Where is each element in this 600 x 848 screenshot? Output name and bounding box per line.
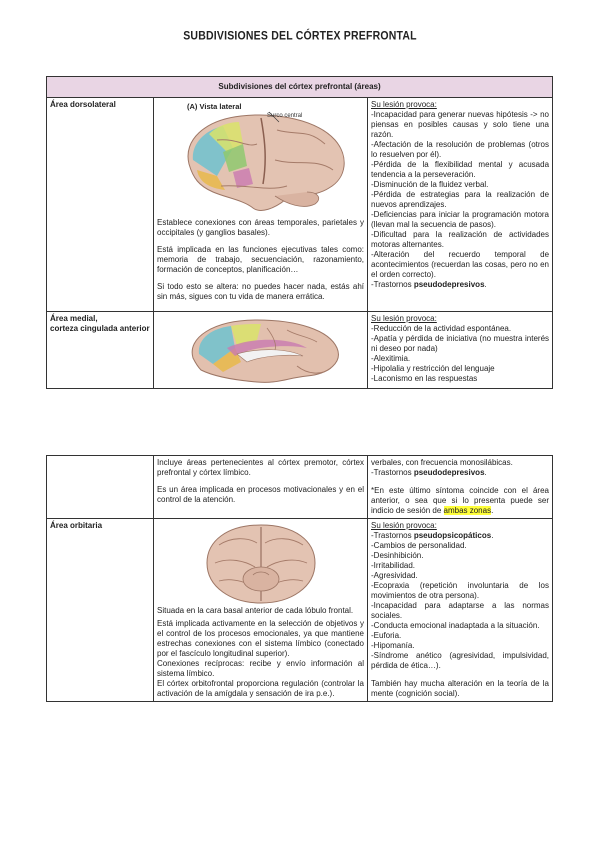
table-row-orbital [47, 519, 553, 702]
lesion-item: -Dificultad para la realización de actividades motoras alternantes. [371, 230, 550, 249]
ventral-brain-figure [157, 521, 364, 606]
table-row-medial-bottom [47, 456, 553, 519]
lesion-item: -Hipomanía. [371, 641, 415, 650]
lesion-text: -Trastornos [371, 280, 414, 289]
area-cell [47, 98, 154, 312]
lesion-item: -Agresividad. [371, 571, 418, 580]
lesion-extra: También hay mucha alteración en la teoría de la mente (cognición social). [371, 679, 549, 698]
description-paragraph: Conexiones recíprocas: recibe y envío información al sistema límbico. [157, 659, 364, 678]
lesion-bold-term: pseudopsicopáticos [413, 531, 492, 540]
description-paragraph: Si todo esto se altera: no puedes hacer nada, estás ahí sin más, sigues con tu vida de manera errática. [157, 282, 364, 301]
lesion-item-last [371, 468, 549, 478]
area-name-orbital: Área orbitaria [50, 521, 103, 530]
figure-cell [154, 312, 368, 389]
lesion-item: -Laconismo en las respuestas [371, 374, 478, 383]
description-paragraph: El córtex orbitofrontal proporciona regulación (controlar la activación de la amígdala y sensación de ira p.e.). [157, 679, 364, 698]
prefrontal-table-part-1 [46, 76, 553, 389]
lesion-item-last [371, 280, 549, 290]
lesion-item: -Alexitimia. [371, 354, 411, 363]
lesion-item: -Desinhibición. [371, 551, 424, 560]
lesion-item: -Reducción de la actividad espontánea. [371, 324, 512, 333]
medial-brain-figure [157, 314, 364, 386]
lesion-item: -Incapacidad para adaptarse a las normas sociales. [371, 601, 549, 620]
lesion-text: -Trastornos [371, 531, 414, 540]
lesion-cell [368, 456, 553, 519]
note-end: . [491, 506, 494, 515]
description-paragraph: Está implicada en las funciones ejecutivas tales como: memoria de trabajo, secuenciación, razonamiento, formación de conceptos, planificación… [157, 245, 364, 274]
note-highlight: ambas zonas [443, 506, 492, 515]
table-row-dorsolateral [47, 98, 553, 312]
lesion-item: -Ecopraxia (repetición involuntaria de los movimientos de otra persona). [371, 581, 549, 600]
lesion-item: -Disminución de la fluidez verbal. [371, 180, 489, 189]
lesion-bold-term: pseudodepresivos [413, 468, 485, 477]
lateral-brain-illustration [157, 100, 365, 218]
prefrontal-table-part-2 [46, 455, 553, 702]
lesion-item: -Pérdida de la flexibilidad mental y acusada tendencia a la perseveración. [371, 160, 550, 179]
lesion-heading: Su lesión provoca: [371, 314, 437, 323]
lesion-item: -Alteración del recuerdo temporal de acontecimientos (recuerdan las cosas, pero no en el orden correcto). [371, 250, 550, 279]
description-cell [154, 456, 368, 519]
description-paragraph: Está implicada activamente en la selección de objetivos y el control de los procesos emocionales, ya que mantiene estrechas conexiones con el sistema límbico (conectado por el fascículo longitudinal superior). [157, 619, 364, 658]
lesion-item: -Deficiencias para iniciar la programación motora (llevan mal la secuencia de pasos). [371, 210, 550, 229]
lesion-end: . [491, 531, 494, 540]
description-paragraph: Incluye áreas pertenecientes al córtex premotor, córtex prefrontal y córtex límbico. [157, 458, 364, 477]
lateral-brain-figure [157, 100, 364, 218]
area-cell-empty [47, 456, 154, 519]
document-title: SUBDIVISIONES DEL CÓRTEX PREFRONTAL [183, 29, 417, 43]
lesion-cell [368, 98, 553, 312]
lesion-heading: Su lesión provoca: [371, 100, 437, 109]
description-paragraph: Establece conexiones con áreas temporales, parietales y occipitales (y ganglios basales). [157, 218, 364, 237]
table-row-medial-top [47, 312, 553, 389]
lesion-heading: Su lesión provoca: [371, 521, 437, 530]
figure-callout: Surco central [267, 113, 303, 119]
area-name-medial-rest: corteza cingulada anterior [50, 324, 150, 333]
medial-brain-illustration [157, 314, 365, 386]
lesion-item: -Euforia. [371, 631, 402, 640]
lesion-item: -Pérdida de estrategias para la realización de nuevos aprendizajes. [371, 190, 550, 209]
description-paragraph: Situada en la cara basal anterior de cada lóbulo frontal. [157, 606, 354, 615]
area-cell [47, 519, 154, 702]
lesion-item: -Conducta emocional inadaptada a la situación. [371, 621, 540, 630]
lesion-item: -Hipolalia y restricción del lenguaje [371, 364, 495, 373]
lesion-note [371, 486, 549, 516]
area-name-dorsolateral: Área dorsolateral [50, 100, 116, 109]
lesion-item: -Apatía y pérdida de iniciativa (no muestra interés ni deseo por nada) [371, 334, 550, 353]
lesion-cell [368, 312, 553, 389]
lesion-item: -Afectación de la resolución de problemas (otros lo resuelven por él). [371, 140, 550, 159]
lesion-item: -Incapacidad para generar nuevas hipótesis -> no piensas en posibles causas y solo tiene una razón. [371, 110, 550, 139]
note-text: *En este último síntoma coincide con el área anterior, o sea que si lo presenta puede ser indicio de sesión de [371, 486, 549, 515]
figure-label: (A) Vista lateral [187, 102, 242, 111]
description-cell [154, 98, 368, 312]
lesion-item-first [371, 531, 549, 541]
description-paragraph: Es un área implicada en procesos motivacionales y en el control de la atención. [157, 485, 364, 504]
lesion-item: -Síndrome anético (agresividad, impulsividad, pérdida de ética…). [371, 651, 549, 670]
lesion-bold-term: pseudodepresivos [413, 280, 485, 289]
lesion-end: . [484, 280, 487, 289]
table-header: Subdivisiones del córtex prefrontal (áreas) [47, 77, 553, 98]
lesion-cell [368, 519, 553, 702]
description-cell [154, 519, 368, 702]
ventral-brain-illustration [157, 521, 365, 606]
lesion-item: verbales, con frecuencia monosilábicas. [371, 458, 513, 467]
lesion-item: -Irritabilidad. [371, 561, 416, 570]
lesion-text: -Trastornos [371, 468, 414, 477]
area-name-medial: Área medial, [50, 314, 98, 323]
lesion-end: . [484, 468, 487, 477]
lesion-item: -Cambios de personalidad. [371, 541, 467, 550]
area-cell [47, 312, 154, 389]
